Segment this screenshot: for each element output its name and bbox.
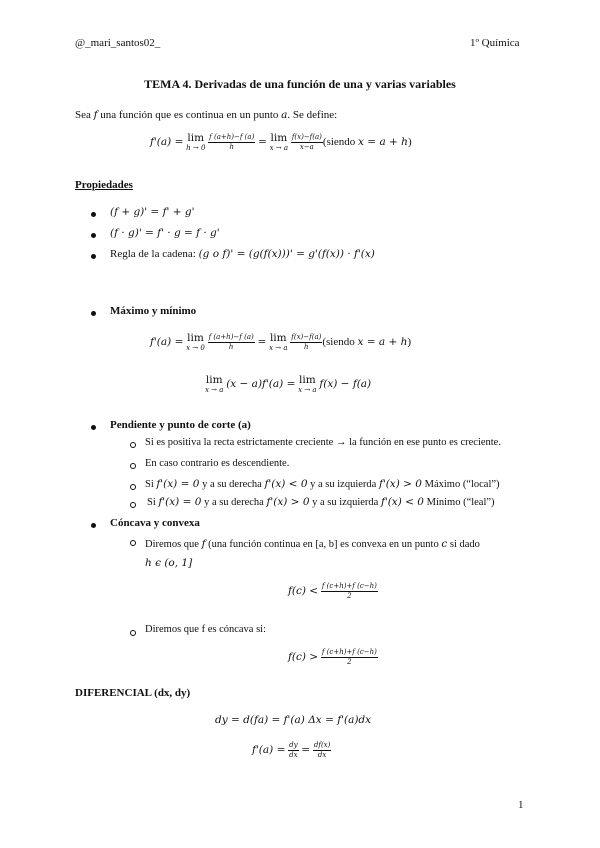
header-author: @_mari_santos02_ — [75, 37, 161, 49]
pendiente-heading: Pendiente y punto de corte (a) — [110, 419, 251, 431]
header-course: 1º Química — [470, 37, 520, 49]
convexa-formula: f(c) < $\frac{f (c+h)+f (c-h)}{2}$ — [288, 582, 377, 600]
limit-identity: lim x → a (x − a)f'(a) = lim x → a f(x) − f(a) — [205, 374, 372, 394]
pendiente-item-2: En caso contrario es descendiente. — [145, 458, 290, 469]
concava-definition: Diremos que f es cóncava si: — [145, 624, 267, 635]
property-chain-rule: Regla de la cadena: (g o f)' = (g(f(x)))' = g'(f(x)) · f'(x) — [110, 248, 375, 260]
bullet-icon — [91, 523, 96, 528]
concava-formula: f(c) > $\frac{f (c+h)+f (c-h)}{2}$ — [288, 648, 377, 666]
concava-heading: Cóncava y convexa — [110, 517, 200, 529]
property-sum: (f + g)' = f' + g' — [110, 206, 195, 218]
circle-bullet-icon — [130, 540, 136, 546]
circle-bullet-icon — [130, 463, 136, 469]
pendiente-item-1: Si es positiva la recta estrictamente creciente → la función en ese punto es creciente. — [145, 437, 501, 448]
leibniz-notation: f'(a) = $\frac{dy}{dx}$ = $\frac{df(x)}{dx}$ — [252, 741, 331, 759]
pendiente-maximo: Si f'(x) = 0 y a su derecha f'(x) < 0 y a su izquierda f'(x) > 0 Máximo (“local”) — [145, 478, 500, 490]
circle-bullet-icon — [130, 630, 136, 636]
intro-text: Sea f una función que es continua en un punto a. Se define: — [75, 109, 338, 121]
propiedades-heading: Propiedades — [75, 179, 133, 191]
page-title: TEMA 4. Derivadas de una función de una y varias variables — [144, 77, 456, 91]
bullet-icon — [91, 233, 96, 238]
diferencial-heading: DIFERENCIAL (dx, dy) — [75, 687, 191, 699]
bullet-icon — [91, 212, 96, 217]
circle-bullet-icon — [130, 484, 136, 490]
derivative-definition: f'(a) = lim h → 0 $\frac{f (a+h)-f (a)}{h}$ = lim x → a $\frac{f(x)-f(a)}{x-a}$ (siendo x = a + h) — [150, 132, 412, 152]
convexa-definition: Diremos que f (una función continua en [a, b] es convexa en un punto c si dado h ϵ (o, 1] — [145, 538, 480, 569]
page-number: 1 — [518, 799, 524, 811]
derivative-definition-2: f'(a) = lim x → 0 $\frac{f (a+h)-f (a)}{h}$ = lim x → a $\frac{f(x)-f(a)}{h}$ (siendo x = a + h) — [150, 332, 412, 352]
pendiente-minimo: Si f'(x) = 0 y a su derecha f'(x) > 0 y a su izquierda f'(x) < 0 Mínimo (“leal”) — [147, 496, 495, 508]
bullet-icon — [91, 254, 96, 259]
bullet-icon — [91, 311, 96, 316]
property-product: (f · g)' = f' · g = f · g' — [110, 227, 220, 239]
circle-bullet-icon — [130, 502, 136, 508]
circle-bullet-icon — [130, 442, 136, 448]
bullet-icon — [91, 425, 96, 430]
diferencial-equation: dy = d(fa) = f'(a) Δx = f'(a)dx — [215, 714, 372, 726]
maximo-heading: Máximo y mínimo — [110, 305, 197, 317]
